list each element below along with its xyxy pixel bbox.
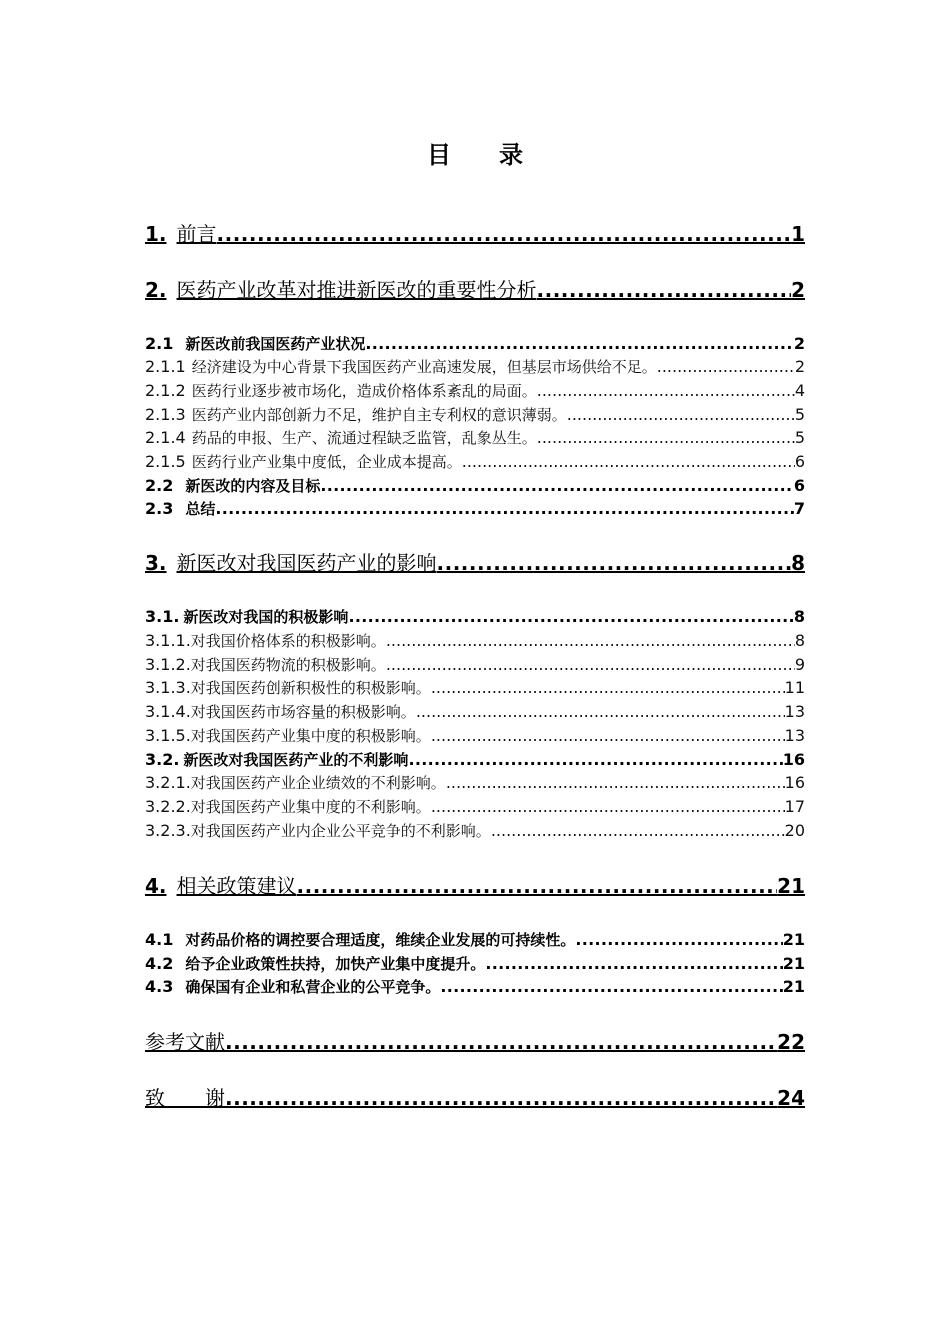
toc-entry-number: 3.1.2. xyxy=(145,655,191,674)
toc-entry-title: 对我国医药创新积极性的积极影响。 xyxy=(190,679,431,697)
title-right-char: 录 xyxy=(499,141,523,169)
toc-entry-title: 医药产业改革对推进新医改的重要性分析 xyxy=(176,278,537,302)
toc-entry-title: 新医改前我国医药产业状况 xyxy=(185,335,366,353)
toc-entry-number: 3. xyxy=(145,551,167,575)
toc-dot-leader xyxy=(462,450,795,473)
toc-entry-page-number: 8 xyxy=(791,551,805,575)
toc-entry[interactable] xyxy=(145,819,805,842)
toc-entry-number: 2.1.4 xyxy=(145,428,186,447)
toc-entry-page-number: 4 xyxy=(794,381,805,400)
toc-entry[interactable] xyxy=(145,276,805,304)
toc-entry[interactable] xyxy=(145,952,805,975)
toc-entry-page-number: 2 xyxy=(793,334,805,353)
toc-entry-title: 总结 xyxy=(185,500,216,518)
toc-entry-number: 2.1.3 xyxy=(145,405,186,424)
toc-entry-title: 新医改对我国医药产业的不利影响 xyxy=(183,751,409,769)
toc-entry[interactable] xyxy=(145,549,805,577)
toc-entry[interactable] xyxy=(145,355,805,378)
toc-dot-leader xyxy=(431,676,785,699)
toc-entry[interactable] xyxy=(145,700,805,723)
toc-entry[interactable] xyxy=(145,497,805,520)
toc-entry-title: 确保国有企业和私营企业的公平竞争。 xyxy=(185,978,441,996)
toc-entry-title: 药品的申报、生产、流通过程缺乏监管，乱象丛生。 xyxy=(191,429,537,447)
toc-entry[interactable] xyxy=(145,872,805,900)
toc-dot-leader xyxy=(575,928,782,951)
toc-entry-title: 相关政策建议 xyxy=(176,874,297,898)
toc-entry-title: 对我国医药产业集中度的不利影响。 xyxy=(190,798,431,816)
toc-entry[interactable] xyxy=(145,426,805,449)
toc-dot-leader xyxy=(386,653,795,676)
toc-entry-number: 2. xyxy=(145,278,167,302)
toc-entry-title: 经济建设为中心背景下我国医药产业高速发展，但基层市场供给不足。 xyxy=(191,358,657,376)
toc-entry-number: 3.2.1. xyxy=(145,773,191,792)
toc-dot-leader xyxy=(408,748,782,771)
toc-entry[interactable] xyxy=(145,724,805,747)
toc-entry-number: 3.1.5. xyxy=(145,726,191,745)
toc-dot-leader xyxy=(537,379,795,402)
toc-entry-page-number: 13 xyxy=(784,702,805,721)
toc-entry-page-number: 1 xyxy=(791,222,805,246)
toc-entry-page-number: 21 xyxy=(782,930,805,949)
toc-dot-leader xyxy=(657,355,795,378)
toc-entry-number: 4.1 xyxy=(145,930,174,949)
toc-entry-page-number: 2 xyxy=(794,357,805,376)
toc-dot-leader xyxy=(437,549,792,577)
toc-entry-number: 2.3 xyxy=(145,499,174,518)
toc-entry[interactable] xyxy=(145,332,805,355)
toc-entry[interactable] xyxy=(145,1028,805,1056)
toc-entry-number: 3.1.1. xyxy=(145,631,191,650)
toc-entry-number: 3.1. xyxy=(145,607,180,626)
toc-entry-number: 3.2.2. xyxy=(145,797,191,816)
toc-dot-leader xyxy=(217,220,792,248)
toc-entry-page-number: 11 xyxy=(784,678,805,697)
toc-entry-title: 对我国医药产业集中度的积极影响。 xyxy=(190,727,431,745)
toc-entry-page-number: 5 xyxy=(794,405,805,424)
toc-dot-leader xyxy=(215,497,794,520)
toc-entry-page-number: 21 xyxy=(782,977,805,996)
toc-entry-page-number: 20 xyxy=(784,821,805,840)
toc-entry-title: 对我国医药产业内企业公平竞争的不利影响。 xyxy=(190,822,491,840)
toc-dot-leader xyxy=(225,1084,777,1112)
toc-entry-title: 新医改对我国的积极影响 xyxy=(183,608,349,626)
toc-entry-number: 3.2. xyxy=(145,750,180,769)
toc-entry-page-number: 7 xyxy=(793,499,805,518)
toc-entry-title: 医药行业逐步被市场化，造成价格体系紊乱的局面。 xyxy=(191,382,537,400)
toc-dot-leader xyxy=(446,771,785,794)
toc-dot-leader xyxy=(491,819,785,842)
toc-entry-title: 前言 xyxy=(176,222,217,246)
toc-entry-title: 致 谢 xyxy=(145,1086,225,1110)
toc-entry[interactable] xyxy=(145,220,805,248)
toc-entry-title: 给予企业政策性扶持，加快产业集中度提升。 xyxy=(185,955,486,973)
toc-entry-page-number: 24 xyxy=(777,1086,805,1110)
toc-entry[interactable] xyxy=(145,1084,805,1112)
toc-entry[interactable] xyxy=(145,771,805,794)
toc-entry-page-number: 5 xyxy=(794,428,805,447)
toc-dot-leader xyxy=(320,474,794,497)
toc-entry[interactable] xyxy=(145,379,805,402)
toc-entry-page-number: 8 xyxy=(793,607,805,626)
toc-entry-page-number: 8 xyxy=(794,631,805,650)
toc-dot-leader xyxy=(440,975,782,998)
toc-entry-number: 1. xyxy=(145,222,167,246)
toc-entry-page-number: 21 xyxy=(782,954,805,973)
toc-entry-page-number: 6 xyxy=(793,476,805,495)
toc-dot-leader xyxy=(567,403,795,426)
toc-entry-title: 医药行业产业集中度低，企业成本提高。 xyxy=(191,453,462,471)
toc-dot-leader xyxy=(431,724,785,747)
toc-entry-number: 2.1.2 xyxy=(145,381,186,400)
toc-entry-page-number: 9 xyxy=(794,655,805,674)
toc-entry-title: 对我国医药产业企业绩效的不利影响。 xyxy=(190,774,446,792)
title-left-char: 目 xyxy=(427,141,451,169)
toc-entry-title: 对药品价格的调控要合理适度，维续企业发展的可持续性。 xyxy=(185,931,576,949)
toc-entry[interactable] xyxy=(145,928,805,951)
toc-entry[interactable] xyxy=(145,795,805,818)
toc-entry-title: 对我国医药物流的积极影响。 xyxy=(190,656,386,674)
toc-entry-number: 4.3 xyxy=(145,977,174,996)
toc-entry-title: 新医改的内容及目标 xyxy=(185,477,321,495)
toc-entry-title: 对我国医药市场容量的积极影响。 xyxy=(190,703,416,721)
toc-dot-leader xyxy=(386,629,795,652)
toc-entry[interactable] xyxy=(145,975,805,998)
toc-entry-number: 2.2 xyxy=(145,476,174,495)
toc-entry[interactable] xyxy=(145,653,805,676)
toc-dot-leader xyxy=(297,872,778,900)
toc-entry-number: 4. xyxy=(145,874,167,898)
toc-entry-number: 2.1.1 xyxy=(145,357,186,376)
toc-entry-page-number: 22 xyxy=(777,1030,805,1054)
toc-entry-page-number: 2 xyxy=(791,278,805,302)
toc-entry-page-number: 13 xyxy=(784,726,805,745)
toc-entry-title: 参考文献 xyxy=(145,1030,225,1054)
page-title xyxy=(0,135,950,170)
toc-entry-number: 4.2 xyxy=(145,954,174,973)
toc-entry[interactable] xyxy=(145,403,805,426)
toc-entry-number: 3.1.4. xyxy=(145,702,191,721)
toc-entry[interactable] xyxy=(145,676,805,699)
toc-entry-number: 3.2.3. xyxy=(145,821,191,840)
toc-dot-leader xyxy=(365,332,794,355)
toc-dot-leader xyxy=(348,605,793,628)
toc-dot-leader xyxy=(225,1028,777,1056)
toc-entry[interactable] xyxy=(145,605,805,628)
toc-entry[interactable] xyxy=(145,748,805,771)
toc-entry-page-number: 6 xyxy=(794,452,805,471)
toc-entry-title: 医药产业内部创新力不足，维护自主专利权的意识薄弱。 xyxy=(191,406,567,424)
toc-entry-page-number: 21 xyxy=(777,874,805,898)
toc-dot-leader xyxy=(537,276,792,304)
toc-entry[interactable] xyxy=(145,629,805,652)
toc-dot-leader xyxy=(416,700,785,723)
toc-entry[interactable] xyxy=(145,474,805,497)
toc-entry[interactable] xyxy=(145,450,805,473)
toc-entry-number: 3.1.3. xyxy=(145,678,191,697)
toc-entry-page-number: 17 xyxy=(784,797,805,816)
toc-entry-number: 2.1.5 xyxy=(145,452,186,471)
toc-dot-leader xyxy=(485,952,782,975)
toc-entry-page-number: 16 xyxy=(782,750,805,769)
toc-entry-number: 2.1 xyxy=(145,334,174,353)
toc-dot-leader xyxy=(537,426,795,449)
toc-entry-page-number: 16 xyxy=(784,773,805,792)
toc-entry-title: 对我国价格体系的积极影响。 xyxy=(190,632,386,650)
toc-dot-leader xyxy=(431,795,785,818)
toc-entry-title: 新医改对我国医药产业的影响 xyxy=(176,551,437,575)
